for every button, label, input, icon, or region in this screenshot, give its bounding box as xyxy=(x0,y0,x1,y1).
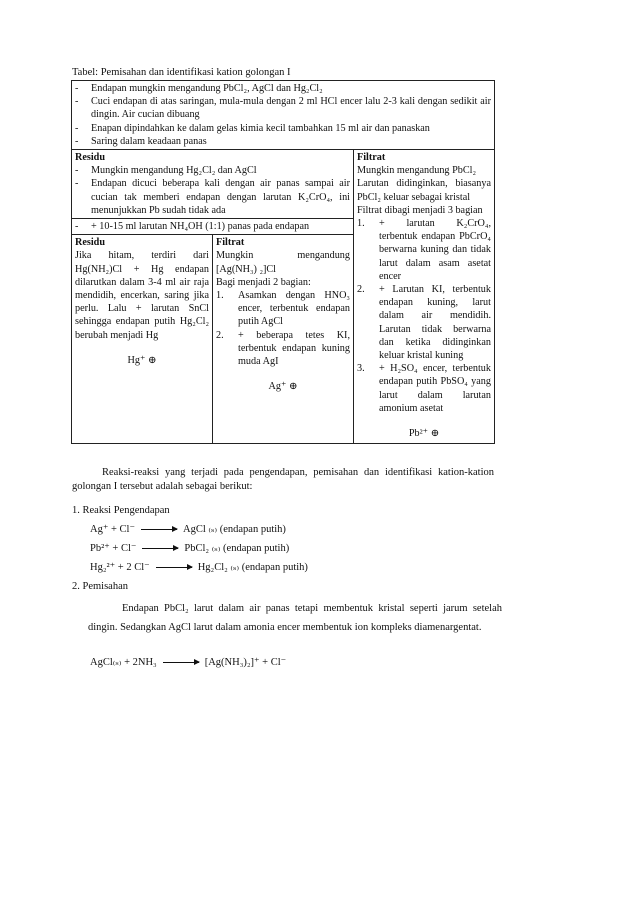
list-item: - Endapan mungkin mengandung PbCl₂, AgCl dan Hg₂Cl₂ xyxy=(75,83,323,94)
residu1-steps xyxy=(75,164,350,217)
list-item: 3. + H₂SO₄ encer, terbentuk endapan putih PbSO₄ yang larut dalam larutan amonium asetat xyxy=(357,363,491,414)
residu1-last-step-cell xyxy=(72,219,354,235)
top-steps-list xyxy=(75,82,491,148)
residu2-text: Jika hitam, terdiri dari Hg(NH₂)Cl + Hg endapan dilarutkan dalam 3-4 ml air raja mendidih, encerkan, saring jika perlu. Lalu + larutan SnCl sehingga endapan putih Hg₂Cl₂ berubah menjadi Hg xyxy=(75,250,209,341)
filtrat2-text1: Mungkin mengandung [Ag(NH₃) ₂]Cl xyxy=(216,250,350,275)
residu2-heading: Residu xyxy=(75,237,106,249)
residu1-heading: Residu xyxy=(75,152,106,164)
filtrat2-heading: Filtrat xyxy=(216,237,245,249)
intro-paragraph: Reaksi-reaksi yang terjadi pada pengendapan, pemisahan dan identifikasi kation-kation golongan I tersebut adalah sebagai berikut: xyxy=(72,467,494,492)
list-item: - Enapan dipindahkan ke dalam gelas kimia kecil tambahkan 15 ml air dan panaskan xyxy=(75,122,430,134)
cation-separation-table xyxy=(71,80,495,444)
list-item: - Endapan dicuci beberapa kali dengan air panas sampai air cucian tak memberi endapan dengan larutan K₂CrO₄, ini menunjukkan Pb sudah tidak ada xyxy=(75,178,350,216)
list-item: - Cuci endapan di atas saringan, mula-mula dengan 2 ml HCl encer lalu 2-3 kali dengan sedikit air dingin. Air cucian dibuang xyxy=(75,96,491,121)
list-item: 1. Asamkan dengan HNO₃ encer, terbentuk endapan putih AgCl xyxy=(216,290,350,328)
filtrat1-text1: Mungkin mengandung PbCl₂ xyxy=(357,165,477,177)
reaction-pb: Pb²⁺ + Cl⁻ PbCl₂ ₍ₛ₎ (endapan putih) xyxy=(90,543,290,554)
table-row xyxy=(72,81,495,150)
ag-ion-result: Ag⁺ ⊕ xyxy=(268,381,298,393)
reaction-ag: Ag⁺ + Cl⁻ AgCl ₍ₛ₎ (endapan putih) xyxy=(90,524,286,535)
list-item: - Saring dalam keadaan panas xyxy=(75,135,207,147)
pb-ion-result: Pb²⁺ ⊕ xyxy=(408,428,440,440)
arrow-icon xyxy=(141,529,177,530)
filtrat1-text2: Larutan didinginkan, biasanya PbCl₂ keluar sebagai kristal xyxy=(357,178,491,203)
reaction-agcl-nh3: AgCl₍ₛ₎ + 2NH₃ [Ag(NH₃)₂]⁺ + Cl⁻ xyxy=(90,657,287,668)
list-item: 1. + larutan K₂CrO₄, terbentuk endapan PbCrO₄ berwarna kuning dan tidak larut dalam asam asetat encer xyxy=(357,218,491,282)
residu2-cell xyxy=(72,235,213,444)
table-row xyxy=(72,150,495,219)
arrow-icon xyxy=(163,662,199,663)
filtrat2-cell xyxy=(213,235,354,444)
list-item: 2. + beberapa tetes KI, terbentuk endapan kuning muda AgI xyxy=(216,329,350,368)
arrow-icon xyxy=(156,567,192,568)
section2-heading: 2. Pemisahan xyxy=(72,581,128,592)
section2-text: Endapan PbCl₂ larut dalam air panas tetapi membentuk kristal seperti jarum setelah dingin. Sedangkan AgCl larut dalam amonia encer membentuk ion kompleks diamenargentat. xyxy=(88,603,502,633)
filtrat1-tests xyxy=(357,217,491,415)
reaction-hg: Hg₂²⁺ + 2 Cl⁻ Hg₂Cl₂ ₍ₛ₎ (endapan putih) xyxy=(90,562,308,573)
filtrat1-cell xyxy=(354,150,495,444)
arrow-icon xyxy=(142,548,178,549)
top-steps-cell xyxy=(72,81,495,150)
filtrat1-heading: Filtrat xyxy=(357,152,386,164)
filtrat2-tests xyxy=(216,289,350,368)
residu1-cell xyxy=(72,150,354,219)
hg-ion-result: Hg⁺ ⊕ xyxy=(127,354,157,366)
section1-heading: 1. Reaksi Pengendapan xyxy=(72,505,170,516)
table-title: Tabel: Pemisahan dan identifikasi kation golongan I xyxy=(72,67,291,78)
list-item: - Mungkin mengandung Hg₂Cl₂ dan AgCl xyxy=(75,165,257,177)
filtrat1-text3: Filtrat dibagi menjadi 3 bagian xyxy=(357,204,483,216)
list-item: - + 10-15 ml larutan NH₄OH (1:1) panas pada endapan xyxy=(75,221,310,233)
list-item: 2. + Larutan KI, terbentuk endapan kuning, larut dalam air mendidih. Larutan tidak berwarna dan ketika didinginkan keluar kristal kuning xyxy=(357,284,491,362)
filtrat2-text2: Bagi menjadi 2 bagian: xyxy=(216,276,311,288)
